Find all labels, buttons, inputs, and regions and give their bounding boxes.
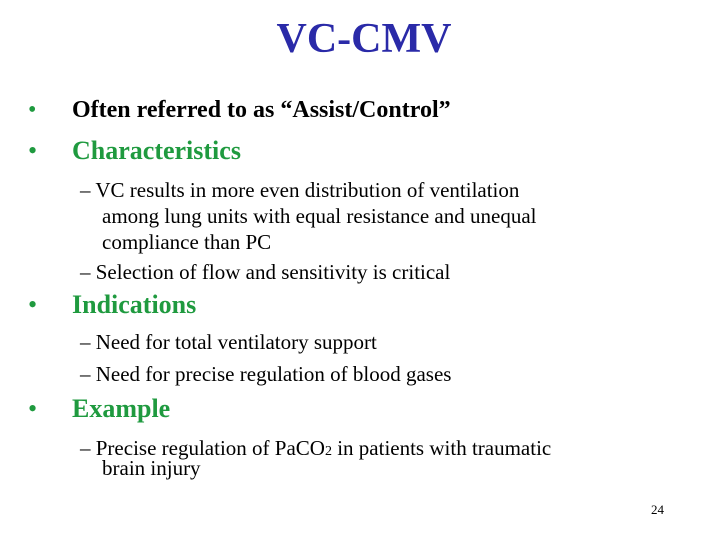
bullet-characteristics (28, 138, 241, 164)
sub-item-total-support: – Need for total ventilatory support (80, 330, 377, 354)
bullet-text: Often referred to as “Assist/Control” (72, 97, 451, 123)
sub-item-text: – Precise regulation of PaCO (80, 436, 325, 460)
bullet-heading: Indications (72, 290, 197, 319)
bullet-heading: Characteristics (72, 136, 241, 165)
bullet-indications (28, 292, 196, 318)
sub-item-flow-sensitivity: – Selection of flow and sensitivity is critical (80, 260, 451, 284)
sub-item-continuation: brain injury (102, 456, 201, 480)
bullet-marker: • (28, 290, 38, 319)
sub-item-continuation: among lung units with equal resistance and unequal (102, 204, 537, 228)
slide-title: VC-CMV (276, 16, 452, 62)
bullet-marker: • (28, 394, 38, 423)
bullet-often-referred (28, 98, 451, 122)
slide-number: 24 (651, 502, 664, 517)
bullet-heading: Example (72, 394, 171, 423)
bullet-marker: • (28, 97, 37, 123)
bullet-marker: • (28, 136, 38, 165)
sub-item-continuation: compliance than PC (102, 230, 272, 254)
sub-item-text: in patients with traumatic (331, 436, 552, 460)
sub-item-blood-gases: – Need for precise regulation of blood gases (80, 362, 452, 386)
sub-item-vc-distribution: – VC results in more even distribution of ventilation (80, 178, 520, 202)
subscript: 2 (324, 444, 332, 459)
bullet-example (28, 396, 170, 422)
